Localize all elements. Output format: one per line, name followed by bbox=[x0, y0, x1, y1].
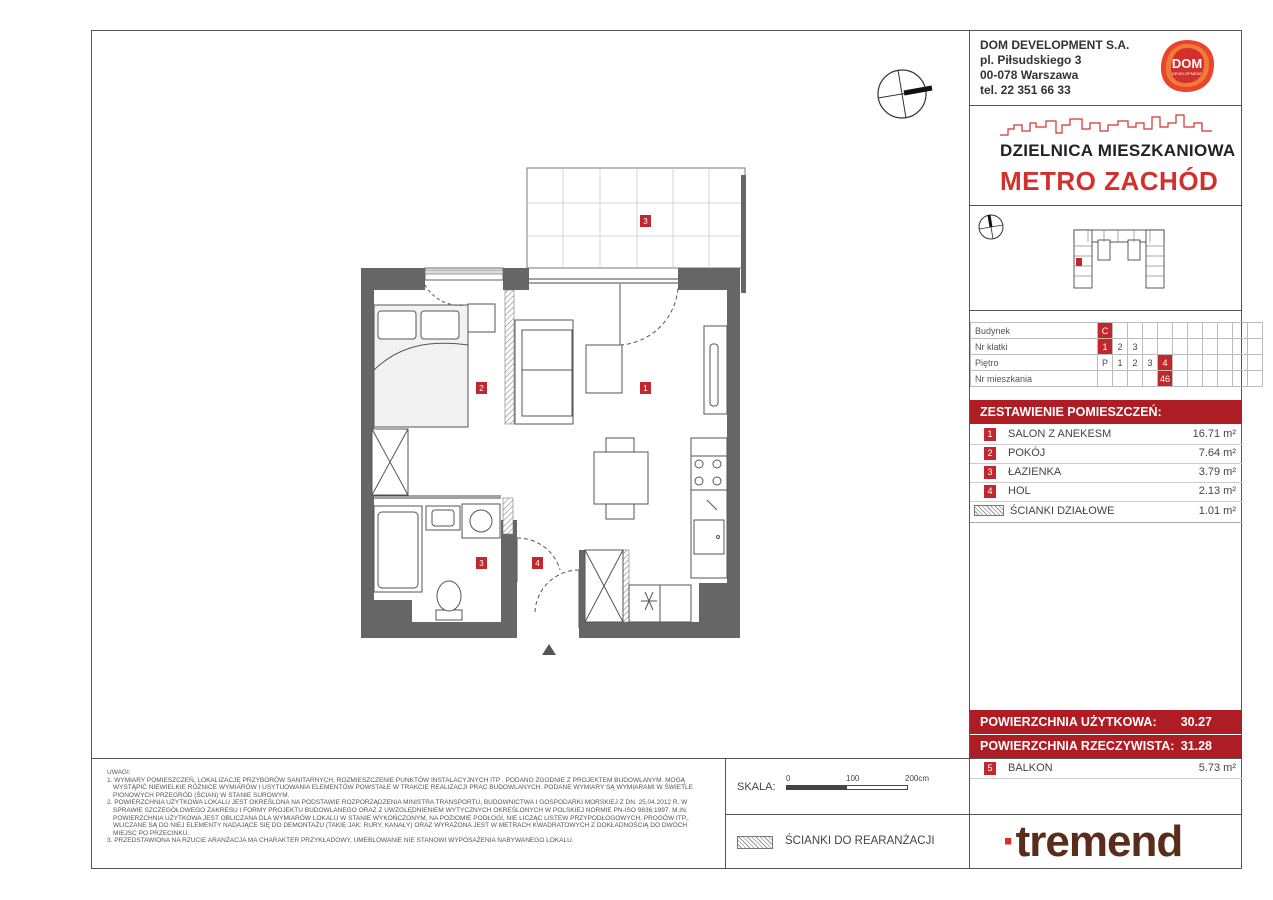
balcony-name: BALKON bbox=[1008, 762, 1053, 774]
location-cell: 46 bbox=[1158, 371, 1173, 387]
bed bbox=[374, 304, 495, 427]
room-name: SALON Z ANEKESM bbox=[1008, 428, 1112, 440]
room-name: ŁAZIENKA bbox=[1008, 466, 1062, 478]
note-line: WLICZANE SĄ DO NIEJ ELEMENTY NADAJĄCE SIĘ DO DEMONTAŻU (TAKIE JAK: RURY, KANAŁY) ORAZ WYRAŻONA JEST W METRACH KWADRATOWYCH Z DOKŁADNOŚCIĄ DO DWÓCH bbox=[113, 822, 688, 830]
room-num: 1 bbox=[984, 428, 996, 441]
room2-marker-label: 2 bbox=[479, 384, 484, 393]
walls-label: ŚCIANKI DZIAŁOWE bbox=[1010, 505, 1115, 517]
location-cell: 3 bbox=[1143, 355, 1158, 371]
actual-value: 31.28 bbox=[1180, 739, 1212, 753]
balcony-marker-label: 3 bbox=[643, 217, 648, 226]
location-cell: 3 bbox=[1128, 339, 1143, 355]
room4-marker-label: 4 bbox=[535, 559, 540, 568]
wardrobe bbox=[372, 429, 408, 495]
scale-tick-200: 200cm bbox=[905, 774, 930, 783]
usable-value: 30.27 bbox=[1180, 715, 1212, 729]
tv-cabinet bbox=[704, 326, 727, 414]
notes bbox=[107, 769, 717, 845]
room3-marker-label: 3 bbox=[479, 559, 484, 568]
room-area: 16.71 m² bbox=[1192, 428, 1236, 440]
logo-text-top: DOM bbox=[1171, 56, 1203, 71]
note-line: WYSTĄPIĆ NIEWIELKIE RÓŻNICE WYMIARÓW I USYTUOWANIA ELEMENTÓW POWSTAŁE W TRAKCIE REALIZACJI PRAC BUDOWLANYCH. PODANE WYMIARY SĄ WYMIARAMI W ŚWIETLE bbox=[113, 784, 694, 792]
scale-tick-100: 100 bbox=[846, 774, 860, 783]
logo-text-bottom: DEVELOPMENT bbox=[1171, 71, 1203, 76]
room-area: 7.64 m² bbox=[1198, 447, 1236, 459]
room-area: 3.79 m² bbox=[1198, 466, 1236, 478]
room-num: 2 bbox=[984, 447, 996, 460]
note-line: SPRAWIE SZCZEGÓŁOWEGO ZAKRESU I FORMY PROJEKTU BUDOWLANEGO ORAZ Z UWZGLĘDNIENIEM WYTYCZNYCH OKREŚLONYCH W POLSKIEJ NORMIE PN-ISO 9836:1997. M.IN. bbox=[113, 806, 688, 814]
note-line: 3. PRZEDSTAWIONA NA RZUCIE ARANŻACJA MA CHARAKTER PRZYKŁADOWY, UMEBLOWANIE NIE STANOWI WYPOSAŻENIA NABYWANEGO LOKALU. bbox=[107, 837, 574, 845]
location-row-label: Budynek bbox=[971, 323, 1098, 339]
actual-label: POWIERZCHNIA RZECZYWISTA: bbox=[980, 739, 1175, 753]
project-line2: METRO ZACHÓD bbox=[1000, 166, 1219, 196]
room-num: 3 bbox=[984, 466, 996, 479]
divider bbox=[725, 814, 1242, 815]
location-row-label: Nr mieszkania bbox=[971, 371, 1098, 387]
sofa bbox=[515, 320, 622, 424]
location-cell: 4 bbox=[1158, 355, 1173, 371]
note-line: 1. WYMIARY POMIESZCZEŃ, LOKALIZACJĘ PRZYBORÓW SANITARNYCH, ROZMIESZCZENIE PUNKTÓW INSTALACYJNYCH ITP . PODANO ZGODNIE Z PROJEKTEM BUDOWLANYM. MOGĄ bbox=[107, 776, 685, 784]
entrance-arrow-icon bbox=[542, 644, 556, 655]
rearrangement-label: ŚCIANKI DO REARANŻACJI bbox=[785, 835, 935, 847]
location-cell: 1 bbox=[1113, 355, 1128, 371]
tremend-logo: ·tremend bbox=[1002, 817, 1183, 866]
dining-table bbox=[594, 438, 648, 519]
balcony-area: 5.73 m² bbox=[1198, 762, 1236, 774]
location-row-label: Piętro bbox=[971, 355, 1098, 371]
location-cell: C bbox=[1098, 323, 1113, 339]
room-name: HOL bbox=[1008, 485, 1031, 497]
location-cell: 2 bbox=[1113, 339, 1128, 355]
walls-area: 1.01 m² bbox=[1198, 505, 1236, 517]
tremend-text: tremend bbox=[1015, 817, 1183, 866]
company-street: pl. Piłsudskiego 3 bbox=[980, 53, 1082, 67]
location-cell: 1 bbox=[1098, 339, 1113, 355]
note-line: PIONOWYCH PRZEGRÓD (ŚCIAN) W STANIE SUROWYM. bbox=[113, 791, 290, 799]
company-phone: tel. 22 351 66 33 bbox=[980, 83, 1071, 97]
scale-bar-light bbox=[846, 785, 908, 790]
balcony-num: 5 bbox=[984, 762, 996, 775]
room-name: POKÓJ bbox=[1008, 447, 1046, 459]
scale-label: SKALA: bbox=[737, 781, 776, 793]
rearrangement-swatch bbox=[737, 836, 773, 849]
room1-marker-label: 1 bbox=[643, 384, 648, 393]
room-num: 4 bbox=[984, 485, 996, 498]
balcony-row bbox=[970, 759, 1242, 779]
location-row-label: Nr klatki bbox=[971, 339, 1098, 355]
notes-title: UWAGI: bbox=[107, 769, 131, 776]
company-city: 00-078 Warszawa bbox=[980, 68, 1079, 82]
note-line: POWIERZCHNIA UŻYTKOWA JEST OBLICZANA DLA WYMIARÓW LOKALU W STANIE WYKOŃCZONYM, NA POZIOMIE PODŁOGI, NIE LICZĄC LISTEW PRZYPODŁOGOWYCH, PROGÓW ITP., bbox=[113, 814, 689, 822]
scale-tick-0: 0 bbox=[786, 774, 791, 783]
location-cell: P bbox=[1098, 355, 1113, 371]
rooms-heading: ZESTAWIENIE POMIESZCZEŃ: bbox=[970, 400, 1242, 424]
room-area: 2.13 m² bbox=[1198, 485, 1236, 497]
company-name: DOM DEVELOPMENT S.A. bbox=[980, 38, 1130, 52]
project-line1: DZIELNICA MIESZKANIOWA bbox=[1000, 141, 1236, 160]
scale-bar-dark bbox=[786, 785, 846, 790]
note-line: MIEJSC PO PRZECINKU. bbox=[113, 829, 190, 837]
usable-label: POWIERZCHNIA UŻYTKOWA: bbox=[980, 715, 1157, 729]
location-cell: 2 bbox=[1128, 355, 1143, 371]
note-line: 2. POWIERZCHNIA UŻYTKOWA LOKALU JEST OKREŚLONA NA PODSTAWIE ROZPORZĄDZENIA MINISTRA TRANSPORTU, BUDOWNICTWA I GOSPODARKI MORSKIEJ Z DN. 25.04.2012 R. W bbox=[107, 799, 688, 807]
